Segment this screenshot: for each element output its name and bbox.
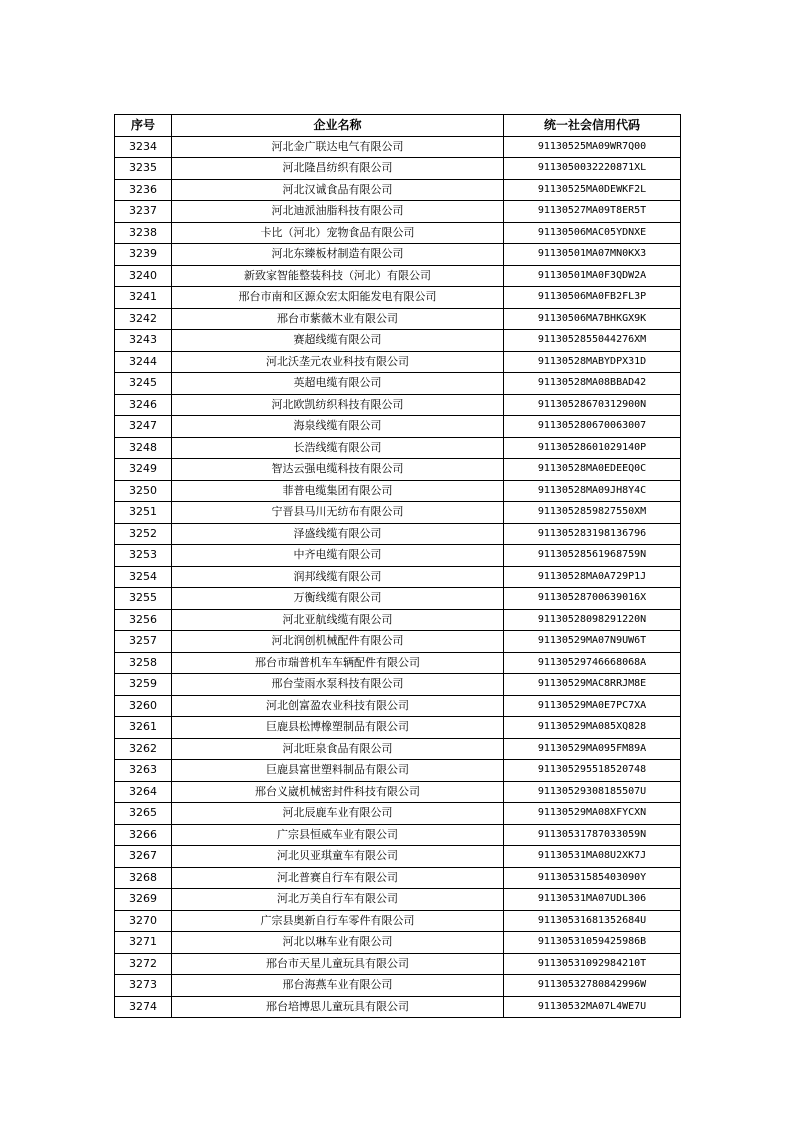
company-name-cell: 智达云强电缆科技有限公司: [172, 459, 504, 481]
table-row: [115, 867, 681, 889]
table-row: [115, 781, 681, 803]
table-row: [115, 609, 681, 631]
serial-cell: 3241: [115, 287, 172, 309]
credit-code-cell: 91130529308185507U: [504, 781, 681, 803]
company-name-cell: 邢台市紫薇木业有限公司: [172, 308, 504, 330]
serial-cell: 3265: [115, 803, 172, 825]
serial-cell: 3240: [115, 265, 172, 287]
credit-code-cell: 91130528MABYDPX31D: [504, 351, 681, 373]
serial-cell: 3252: [115, 523, 172, 545]
serial-cell: 3271: [115, 932, 172, 954]
serial-cell: 3245: [115, 373, 172, 395]
enterprise-table: [114, 114, 681, 1018]
serial-cell: 3255: [115, 588, 172, 610]
company-name-cell: 河北迪派油脂科技有限公司: [172, 201, 504, 223]
credit-code-cell: 91130501MA0F3QDW2A: [504, 265, 681, 287]
serial-cell: 3238: [115, 222, 172, 244]
table-row: [115, 523, 681, 545]
serial-cell: 3235: [115, 158, 172, 180]
serial-cell: 3247: [115, 416, 172, 438]
company-name-cell: 河北辰鹿车业有限公司: [172, 803, 504, 825]
company-name-cell: 卡比（河北）宠物食品有限公司: [172, 222, 504, 244]
company-name-cell: 万衡线缆有限公司: [172, 588, 504, 610]
credit-code-cell: 91130528561968759N: [504, 545, 681, 567]
serial-cell: 3269: [115, 889, 172, 911]
table-row: [115, 136, 681, 158]
serial-cell: 3250: [115, 480, 172, 502]
company-name-cell: 河北以琳车业有限公司: [172, 932, 504, 954]
company-name-cell: 邢台市瑞普机车车辆配件有限公司: [172, 652, 504, 674]
credit-code-cell: 91130501MA07MN0KX3: [504, 244, 681, 266]
serial-cell: 3248: [115, 437, 172, 459]
credit-code-cell: 91130528670312900N: [504, 394, 681, 416]
table-row: [115, 416, 681, 438]
credit-code-cell: 91130531MA07UDL306: [504, 889, 681, 911]
credit-code-cell: 91130527MA09T8ER5T: [504, 201, 681, 223]
table-row: [115, 953, 681, 975]
serial-cell: 3273: [115, 975, 172, 997]
company-name-cell: 广宗县奥新自行车零件有限公司: [172, 910, 504, 932]
header-serial: 序号: [115, 115, 172, 137]
serial-cell: 3237: [115, 201, 172, 223]
credit-code-cell: 91130531681352684U: [504, 910, 681, 932]
table-row: [115, 265, 681, 287]
table-row: [115, 222, 681, 244]
company-name-cell: 河北金广联达电气有限公司: [172, 136, 504, 158]
credit-code-cell: 91130529MA0E7PC7XA: [504, 695, 681, 717]
table-row: [115, 889, 681, 911]
company-name-cell: 邢台义崴机械密封件科技有限公司: [172, 781, 504, 803]
company-name-cell: 河北汉诚食品有限公司: [172, 179, 504, 201]
table-row: [115, 996, 681, 1018]
company-name-cell: 邢台海燕车业有限公司: [172, 975, 504, 997]
credit-code-cell: 91130506MA7BHKGX9K: [504, 308, 681, 330]
company-name-cell: 英超电缆有限公司: [172, 373, 504, 395]
company-name-cell: 河北创富盈农业科技有限公司: [172, 695, 504, 717]
serial-cell: 3264: [115, 781, 172, 803]
credit-code-cell: 91130525MA0DEWKF2L: [504, 179, 681, 201]
serial-cell: 3272: [115, 953, 172, 975]
table-row: [115, 566, 681, 588]
serial-cell: 3243: [115, 330, 172, 352]
credit-code-cell: 91130506MAC05YDNXE: [504, 222, 681, 244]
serial-cell: 3236: [115, 179, 172, 201]
company-name-cell: 河北东臻板材制造有限公司: [172, 244, 504, 266]
serial-cell: 3244: [115, 351, 172, 373]
header-company-name: 企业名称: [172, 115, 504, 137]
credit-code-cell: 91130525MA09WR7Q00: [504, 136, 681, 158]
table-row: [115, 480, 681, 502]
credit-code-cell: 911305280670063007: [504, 416, 681, 438]
serial-cell: 3249: [115, 459, 172, 481]
company-name-cell: 广宗县恒威车业有限公司: [172, 824, 504, 846]
credit-code-cell: 91130529746668068A: [504, 652, 681, 674]
serial-cell: 3251: [115, 502, 172, 524]
credit-code-cell: 91130506MA0FB2FL3P: [504, 287, 681, 309]
credit-code-cell: 91130529MAC8RRJM8E: [504, 674, 681, 696]
table-row: [115, 803, 681, 825]
company-name-cell: 河北亚航线缆有限公司: [172, 609, 504, 631]
table-row: [115, 717, 681, 739]
serial-cell: 3254: [115, 566, 172, 588]
serial-cell: 3259: [115, 674, 172, 696]
company-name-cell: 邢台市南和区源众宏太阳能发电有限公司: [172, 287, 504, 309]
serial-cell: 3260: [115, 695, 172, 717]
company-name-cell: 河北旺泉食品有限公司: [172, 738, 504, 760]
company-name-cell: 河北沃垄元农业科技有限公司: [172, 351, 504, 373]
credit-code-cell: 91130529MA085XQ828: [504, 717, 681, 739]
table-row: [115, 631, 681, 653]
serial-cell: 3257: [115, 631, 172, 653]
company-name-cell: 邢台市天星儿童玩具有限公司: [172, 953, 504, 975]
serial-cell: 3239: [115, 244, 172, 266]
table-row: [115, 932, 681, 954]
credit-code-cell: 91130532780842996W: [504, 975, 681, 997]
table-row: [115, 846, 681, 868]
company-name-cell: 新致家智能整装科技（河北）有限公司: [172, 265, 504, 287]
table-row: [115, 330, 681, 352]
header-credit-code: 统一社会信用代码: [504, 115, 681, 137]
credit-code-cell: 91130531585403090Y: [504, 867, 681, 889]
company-name-cell: 海泉线缆有限公司: [172, 416, 504, 438]
company-name-cell: 长浩线缆有限公司: [172, 437, 504, 459]
serial-cell: 3242: [115, 308, 172, 330]
table-row: [115, 824, 681, 846]
company-name-cell: 河北隆昌纺织有限公司: [172, 158, 504, 180]
credit-code-cell: 91130531787033059N: [504, 824, 681, 846]
table-row: [115, 308, 681, 330]
credit-code-cell: 91130528601029140P: [504, 437, 681, 459]
company-name-cell: 邢台莹雨水泵科技有限公司: [172, 674, 504, 696]
table-row: [115, 695, 681, 717]
serial-cell: 3266: [115, 824, 172, 846]
table-row: [115, 179, 681, 201]
table-body: [115, 136, 681, 1018]
company-name-cell: 河北欧凯纺织科技有限公司: [172, 394, 504, 416]
credit-code-cell: 9113050032220871XL: [504, 158, 681, 180]
table-row: [115, 287, 681, 309]
table-row: [115, 674, 681, 696]
credit-code-cell: 911305295518520748: [504, 760, 681, 782]
serial-cell: 3261: [115, 717, 172, 739]
company-name-cell: 泽盛线缆有限公司: [172, 523, 504, 545]
serial-cell: 3268: [115, 867, 172, 889]
company-name-cell: 润邦线缆有限公司: [172, 566, 504, 588]
table-row: [115, 244, 681, 266]
table-header: [115, 115, 681, 137]
serial-cell: 3234: [115, 136, 172, 158]
company-name-cell: 河北润创机械配件有限公司: [172, 631, 504, 653]
credit-code-cell: 9113052859827550XM: [504, 502, 681, 524]
table-row: [115, 975, 681, 997]
credit-code-cell: 91130528MA0EDEEQ0C: [504, 459, 681, 481]
table-row: [115, 437, 681, 459]
serial-cell: 3253: [115, 545, 172, 567]
credit-code-cell: 91130528700639016X: [504, 588, 681, 610]
credit-code-cell: 91130528MA0A729P1J: [504, 566, 681, 588]
credit-code-cell: 91130531059425986B: [504, 932, 681, 954]
credit-code-cell: 91130532MA07L4WE7U: [504, 996, 681, 1018]
credit-code-cell: 91130528098291220N: [504, 609, 681, 631]
table-row: [115, 545, 681, 567]
credit-code-cell: 91130531092984210T: [504, 953, 681, 975]
company-name-cell: 河北普赛自行车有限公司: [172, 867, 504, 889]
credit-code-cell: 91130529MA08XFYCXN: [504, 803, 681, 825]
table-row: [115, 910, 681, 932]
table-row: [115, 760, 681, 782]
table-row: [115, 588, 681, 610]
credit-code-cell: 91130528MA09JH8Y4C: [504, 480, 681, 502]
credit-code-cell: 911305283198136796: [504, 523, 681, 545]
table-row: [115, 394, 681, 416]
table-row: [115, 351, 681, 373]
serial-cell: 3270: [115, 910, 172, 932]
table-row: [115, 652, 681, 674]
credit-code-cell: 9113052855044276XM: [504, 330, 681, 352]
company-name-cell: 巨鹿县富世塑料制品有限公司: [172, 760, 504, 782]
credit-code-cell: 91130529MA095FM89A: [504, 738, 681, 760]
company-name-cell: 河北万美自行车有限公司: [172, 889, 504, 911]
serial-cell: 3262: [115, 738, 172, 760]
header-row: [115, 115, 681, 137]
credit-code-cell: 91130528MA08BBAD42: [504, 373, 681, 395]
table-row: [115, 373, 681, 395]
credit-code-cell: 91130529MA07N9UW6T: [504, 631, 681, 653]
serial-cell: 3258: [115, 652, 172, 674]
serial-cell: 3267: [115, 846, 172, 868]
company-name-cell: 宁晋县马川无纺布有限公司: [172, 502, 504, 524]
table-row: [115, 502, 681, 524]
table-row: [115, 158, 681, 180]
table-row: [115, 459, 681, 481]
company-name-cell: 中齐电缆有限公司: [172, 545, 504, 567]
serial-cell: 3246: [115, 394, 172, 416]
company-name-cell: 菲普电缆集团有限公司: [172, 480, 504, 502]
serial-cell: 3263: [115, 760, 172, 782]
table-row: [115, 201, 681, 223]
company-name-cell: 邢台培博思儿童玩具有限公司: [172, 996, 504, 1018]
table-row: [115, 738, 681, 760]
serial-cell: 3274: [115, 996, 172, 1018]
company-name-cell: 赛超线缆有限公司: [172, 330, 504, 352]
company-name-cell: 河北贝亚琪童车有限公司: [172, 846, 504, 868]
credit-code-cell: 91130531MA08U2XK7J: [504, 846, 681, 868]
company-name-cell: 巨鹿县松博橡塑制品有限公司: [172, 717, 504, 739]
serial-cell: 3256: [115, 609, 172, 631]
